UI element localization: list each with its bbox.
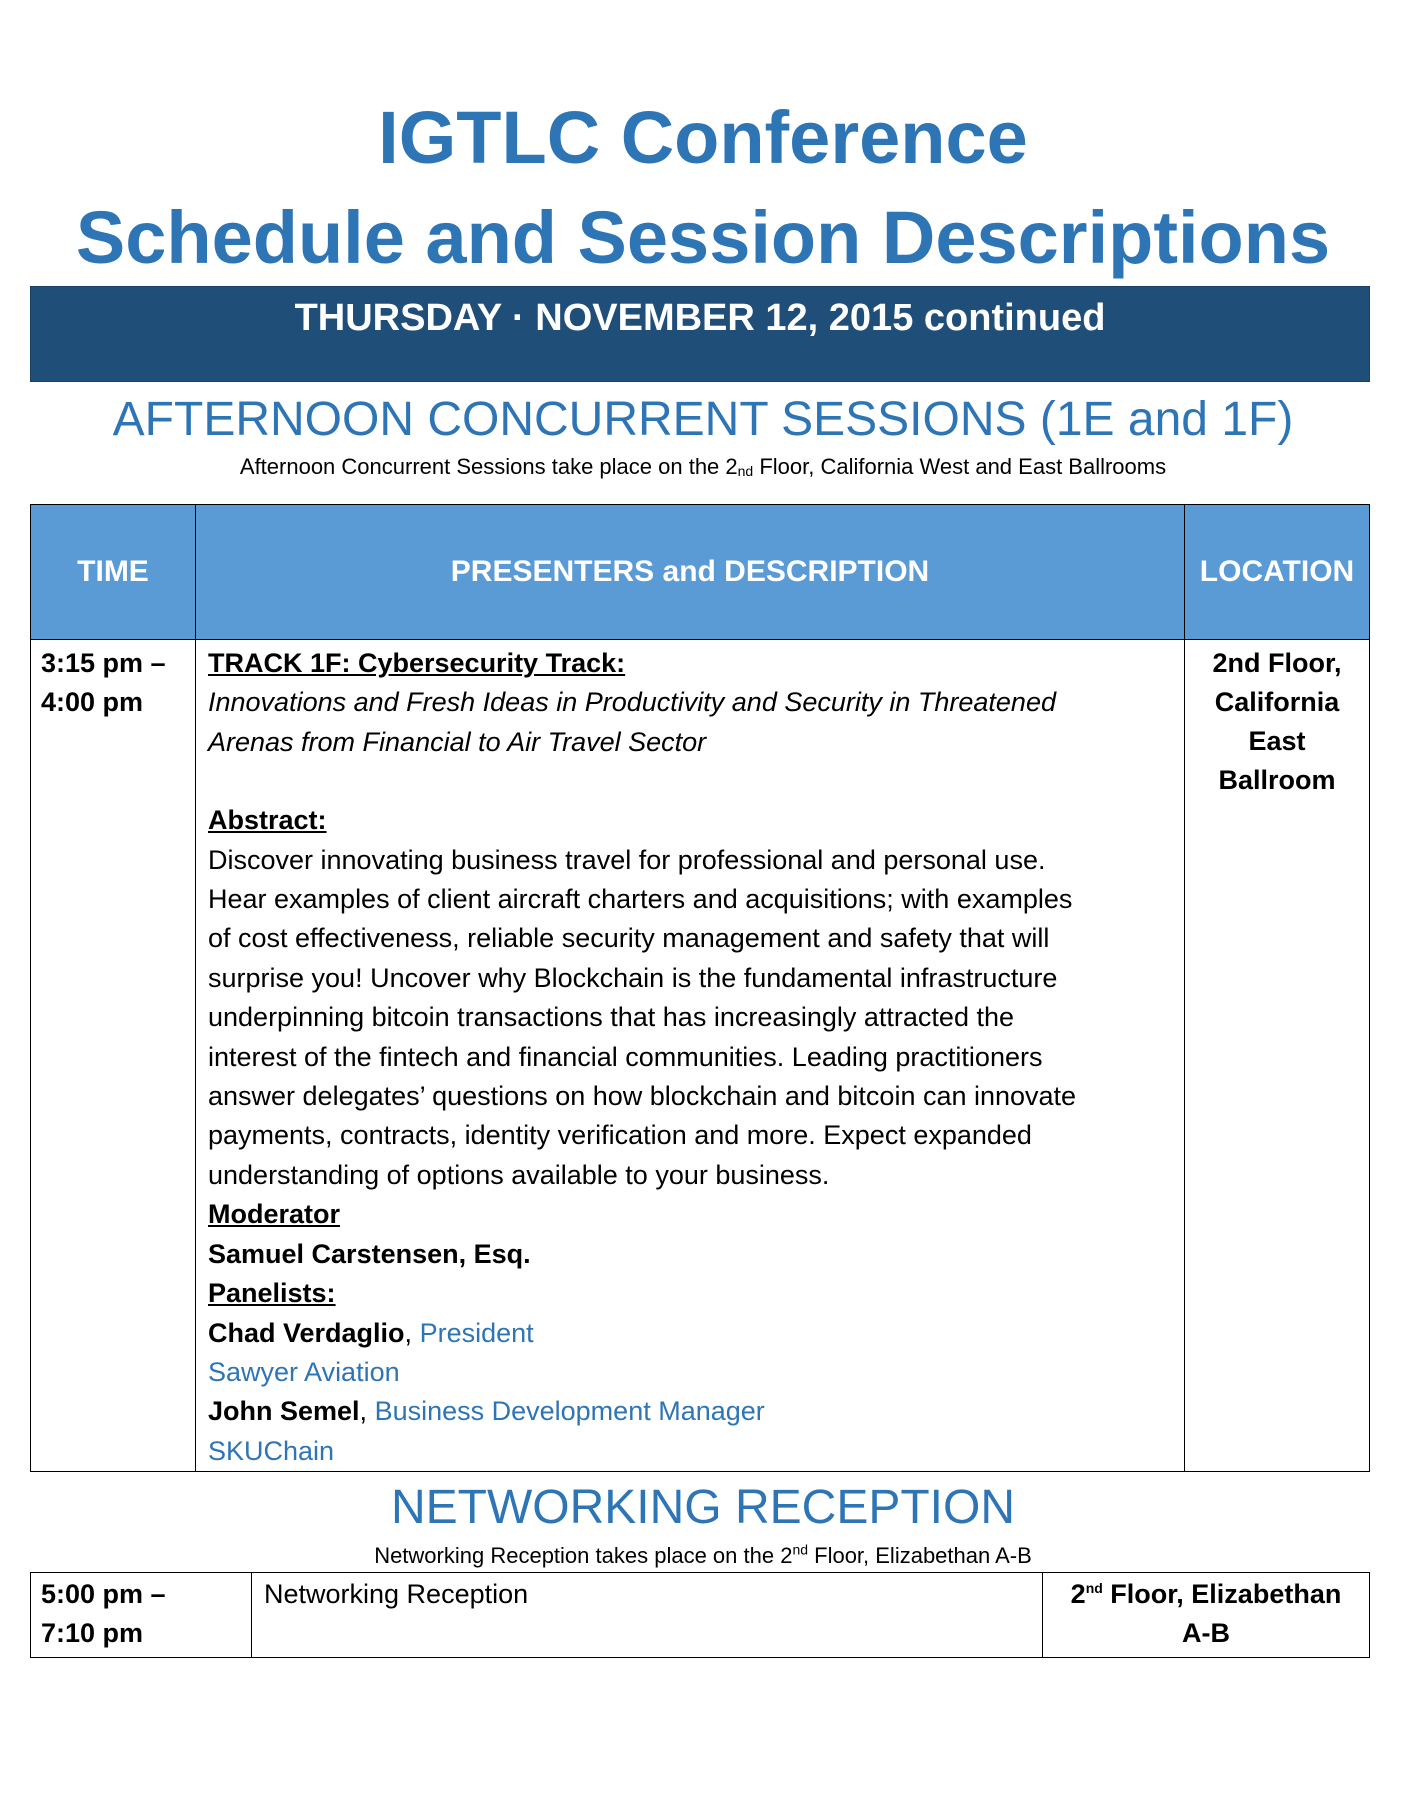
track-subtitle-line2: Arenas from Financial to Air Travel Sector [208,726,707,757]
note-text-b: Floor, Elizabethan A-B [808,1543,1032,1568]
abstract-line: Discover innovating business travel for professional and personal use. [208,844,1046,875]
header-description: PRESENTERS and DESCRIPTION [196,505,1185,640]
reception-time [31,1573,252,1658]
page-subtitle: Schedule and Session Descriptions [75,196,1331,279]
note-text-b: Floor, California West and East Ballrooms [753,454,1167,479]
networking-heading: NETWORKING RECEPTION [390,1481,1016,1534]
networking-location-note [0,1542,1406,1570]
note-ordinal: nd [737,463,754,479]
time-end: 4:00 pm [41,687,144,717]
location-line [1051,1575,1361,1614]
note-text-a: Afternoon Concurrent Sessions take place on the 2 [239,454,738,479]
panelist-2: John Semel, Business Development Manager [208,1396,765,1427]
moderator-name: Samuel Carstensen, Esq. [208,1238,531,1269]
location-line: A-B [1182,1618,1230,1648]
floor-ordinal: nd [1085,1580,1103,1596]
panelist-name: Chad Verdaglio [208,1317,405,1348]
abstract-line: understanding of options available to your business. [208,1159,830,1190]
panelist-1: Chad Verdaglio, President [208,1317,534,1348]
abstract-label: Abstract: [208,805,327,836]
table-row [31,1573,1370,1658]
panelists-label: Panelists: [208,1278,336,1309]
abstract-line: payments, contracts, identity verification and more. Expect expanded [208,1120,1032,1151]
location-line: California [1214,687,1340,717]
location-rest: Floor, Elizabethan [1102,1579,1342,1609]
floor-number: 2 [1070,1579,1086,1609]
panelist-org: Sawyer Aviation [208,1356,400,1387]
time-end: 7:10 pm [41,1618,144,1648]
page-title: IGTLC Conference [378,96,1028,179]
spacer [208,762,1172,801]
abstract-line: underpinning bitcoin transactions that has increasingly attracted the [208,1002,1014,1033]
table-header-row [31,505,1370,640]
header-time: TIME [31,505,196,640]
abstract-line: interest of the fintech and financial communities. Leading practitioners [208,1041,1043,1072]
session-time [31,640,196,1472]
day-banner: THURSDAY · NOVEMBER 12, 2015 continued [30,286,1370,382]
time-start: 3:15 pm – [41,648,166,678]
header-location: LOCATION [1185,505,1370,640]
moderator-label: Moderator [208,1199,341,1230]
reception-location [1043,1573,1370,1658]
track-subtitle-line1: Innovations and Fresh Ideas in Productivity and Security in Threatened [208,687,1056,718]
afternoon-location-note [0,453,1406,481]
panelist-title: Business Development Manager [374,1396,765,1427]
time-start: 5:00 pm – [41,1579,166,1609]
session-description [196,640,1185,1472]
abstract-line: answer delegates’ questions on how blockchain and bitcoin can innovate [208,1081,1077,1112]
sessions-table [30,504,1370,1472]
note-ordinal: nd [792,1541,809,1558]
abstract-line: Hear examples of client aircraft charters and acquisitions; with examples [208,884,1073,915]
panelist-org: SKUChain [208,1435,335,1466]
afternoon-sessions-heading: AFTERNOON CONCURRENT SESSIONS (1E and 1F) [112,393,1294,446]
panelist-name: John Semel [208,1396,360,1427]
location-line: 2nd Floor, [1212,648,1342,678]
track-title: TRACK 1F: Cybersecurity Track: [208,648,626,678]
reception-description: Networking Reception [252,1573,1043,1658]
abstract-line: of cost effectiveness, reliable security management and safety that will [208,923,1050,954]
reception-table [30,1572,1370,1658]
abstract-line: surprise you! Uncover why Blockchain is the fundamental infrastructure [208,962,1058,993]
table-row [31,640,1370,1472]
location-line: Ballroom [1218,765,1336,795]
session-location [1185,640,1370,1472]
note-text-a: Networking Reception takes place on the 2 [374,1543,793,1568]
panelist-title: President [419,1317,534,1348]
location-line: East [1248,726,1306,756]
